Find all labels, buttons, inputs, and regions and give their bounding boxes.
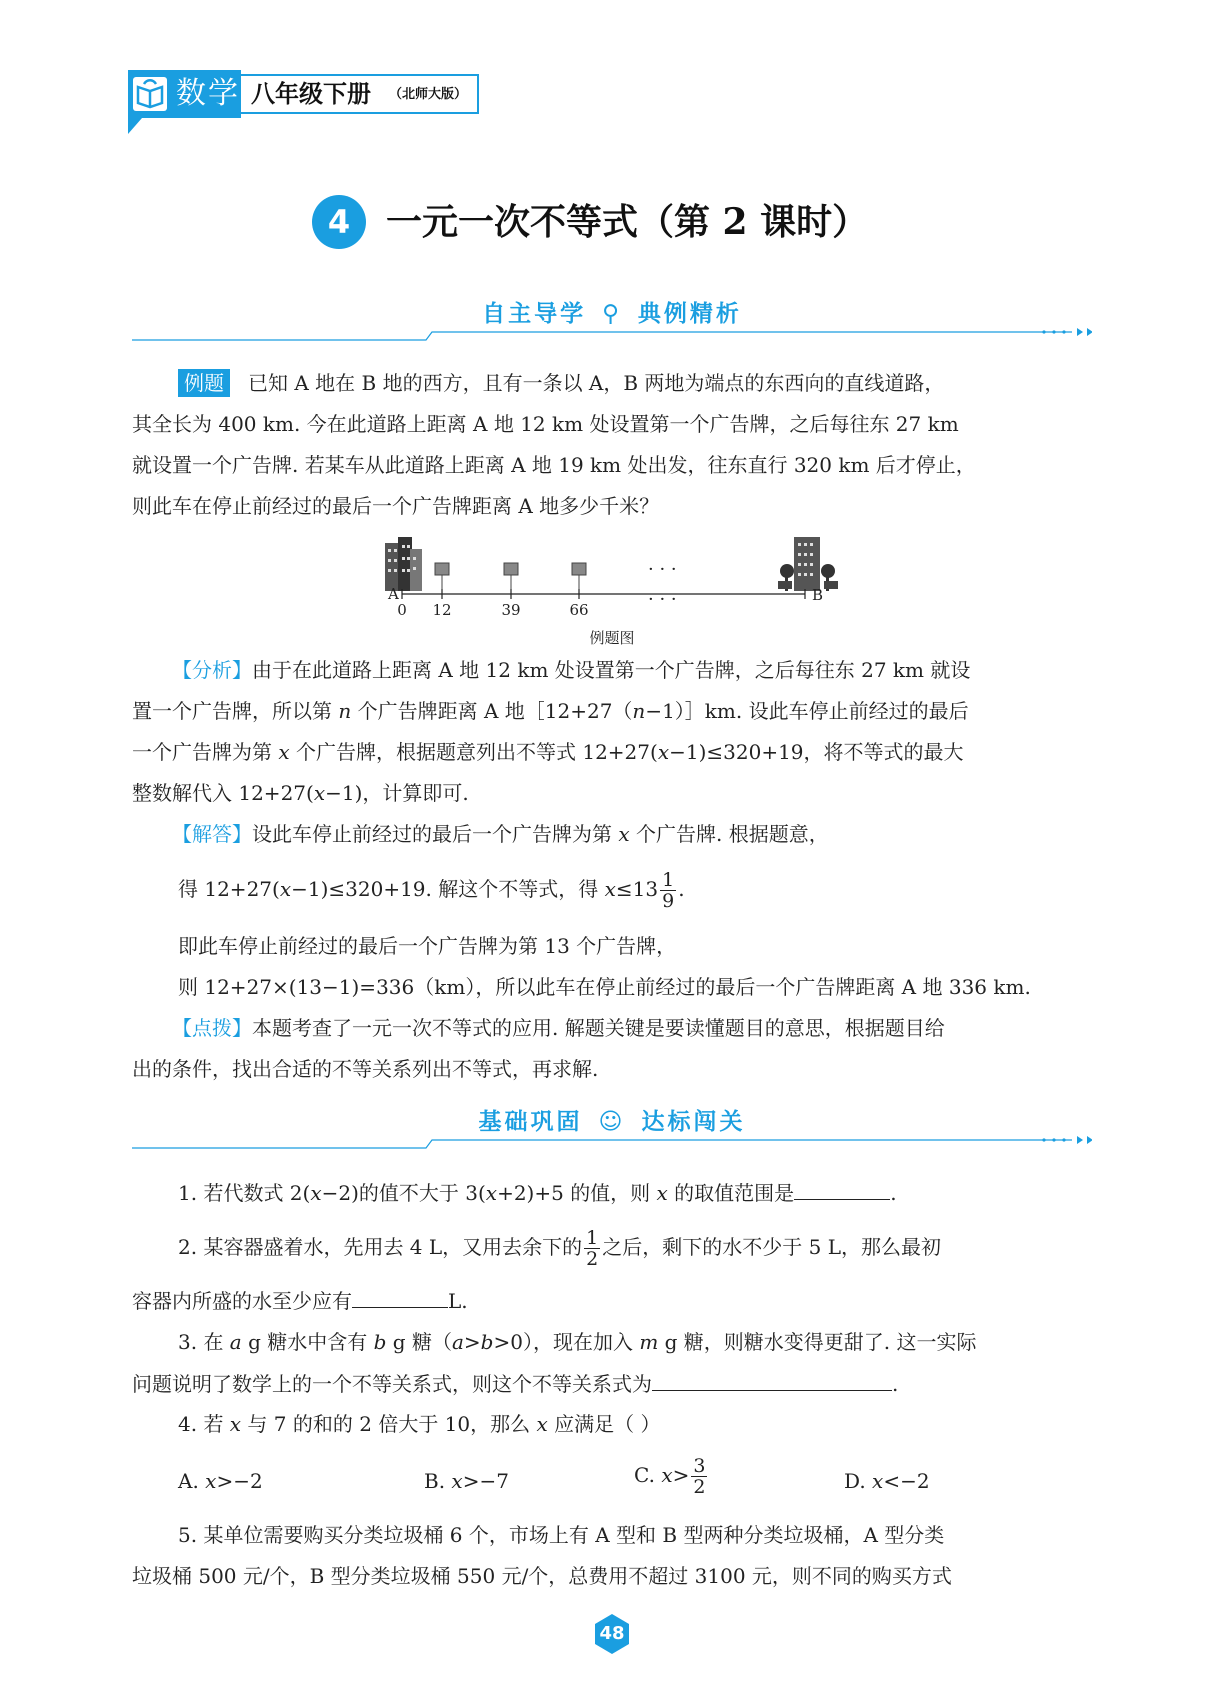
example-figure bbox=[380, 533, 850, 653]
question-4: 4. 若 x 与 7 的和的 2 倍大于 10，那么 x 应满足（ ） bbox=[178, 1412, 661, 1436]
answer-line-4: 则 12+27×(13−1)=336（km），所以此车在停止前经过的最后一个广告牌距离 A 地 336 km. bbox=[178, 975, 1031, 999]
example-tag: 例题 bbox=[178, 369, 230, 397]
answer-line-2: 得 12+27(x−1)≤320+19. 解这个不等式，得 x≤13 $\frac{1}{9}$ . bbox=[178, 869, 685, 912]
fraction-one-half: $\frac{1}{2}$ bbox=[586, 1227, 599, 1270]
question-5-line-2: 垃圾桶 500 元/个，B 型分类垃圾桶 550 元/个，总费用不超过 3100 元，则不同的购买方式 bbox=[132, 1564, 952, 1588]
answer-line-1: 【解答】设此车停止前经过的最后一个广告牌为第 x 个广告牌. 根据题意， bbox=[172, 822, 829, 846]
lesson-title: 一元一次不等式（第 2 课时） bbox=[386, 201, 869, 243]
question-2-line-1: 2. 某容器盛着水，先用去 4 L，又用去余下的 $\frac{1}{2}$ 之后，剩下的水不少于 5 L，那么最初 bbox=[178, 1227, 941, 1270]
lesson-number-badge: 4 bbox=[312, 195, 366, 249]
analysis-line-3: 一个广告牌为第 x 个广告牌，根据题意列出不等式 12+27(x−1)≤320+19，将不等式的最大 bbox=[132, 740, 964, 764]
buildings-b-icon bbox=[778, 537, 838, 591]
answer-blank[interactable] bbox=[794, 1177, 890, 1200]
tip-line-1: 【点拨】本题考查了一元一次不等式的应用. 解题关键是要读懂题目的意思，根据题目给 bbox=[172, 1016, 945, 1040]
example-line-1: 例题 已知 A 地在 B 地的西方，且有一条以 A，B 两地为端点的东西向的直线道路， bbox=[178, 368, 944, 398]
example-line-4: 则此车在停止前经过的最后一个广告牌距离 A 地多少千米？ bbox=[132, 494, 660, 518]
option-a[interactable]: A. x>−2 bbox=[178, 1469, 263, 1493]
analysis-line-4: 整数解代入 12+27(x−1)，计算即可. bbox=[132, 781, 469, 805]
fraction-one-ninth: $\frac{1}{9}$ bbox=[662, 869, 675, 912]
question-1: 1. 若代数式 2(x−2)的值不大于 3(x+2)+5 的值，则 x 的取值范围是 . bbox=[178, 1177, 897, 1208]
figure-dots-bottom: · · · bbox=[648, 589, 677, 610]
section-title-left: 基础巩固 bbox=[478, 1109, 583, 1135]
answer-tag: 【解答】 bbox=[172, 822, 252, 846]
book-icon bbox=[133, 77, 167, 111]
question-2-line-2: 容器内所盛的水至少应有 L. bbox=[132, 1285, 468, 1316]
example-line-2: 其全长为 400 km. 今在此道路上距离 A 地 12 km 处设置第一个广告牌，之后每往东 27 km bbox=[132, 412, 959, 436]
figure-caption: 例题图 bbox=[589, 629, 635, 647]
question-3-line-1: 3. 在 a g 糖水中含有 b g 糖（a>b>0），现在加入 m g 糖，则糖水变得更甜了. 这一实际 bbox=[178, 1330, 977, 1354]
fraction-three-halves: $\frac{3}{2}$ bbox=[693, 1455, 706, 1498]
question-3-line-2: 问题说明了数学上的一个不等关系式，则这个不等关系式为 . bbox=[132, 1368, 898, 1399]
figure-tick-66: 66 bbox=[569, 601, 589, 619]
billboard-icon bbox=[435, 563, 586, 591]
buildings-a-icon bbox=[385, 537, 422, 591]
figure-label-a: A bbox=[388, 585, 399, 603]
section-title-right: 典例精析 bbox=[637, 301, 742, 327]
figure-tick-39: 39 bbox=[501, 601, 521, 619]
analysis-line-2: 置一个广告牌，所以第 n 个广告牌距离 A 地［12+27（n−1）］km. 设此车停止前经过的最后 bbox=[132, 699, 969, 723]
analysis-line-1: 【分析】由于在此道路上距离 A 地 12 km 处设置第一个广告牌，之后每往东 27 km 就设 bbox=[172, 658, 971, 682]
figure-tick-0: 0 bbox=[397, 601, 407, 619]
question-5-line-1: 5. 某单位需要购买分类垃圾桶 6 个，市场上有 A 型和 B 型两种分类垃圾桶，A 型分类 bbox=[178, 1523, 945, 1547]
example-line-3: 就设置一个广告牌. 若某车从此道路上距离 A 地 19 km 处出发，往东直行 320 km 后才停止， bbox=[132, 453, 976, 477]
header-subject: 数学 bbox=[176, 76, 240, 111]
figure-label-b: B bbox=[812, 586, 824, 604]
section-header-guided-study bbox=[132, 296, 1092, 356]
smile-icon: ☺ bbox=[598, 1109, 626, 1135]
header-edition: （北师大版） bbox=[389, 87, 468, 102]
section-title-left: 自主导学 bbox=[482, 301, 587, 327]
analysis-tag: 【分析】 bbox=[172, 658, 252, 682]
header-grade: 八年级下册 bbox=[251, 79, 371, 108]
answer-blank[interactable] bbox=[352, 1285, 448, 1308]
tip-tag: 【点拨】 bbox=[172, 1016, 252, 1040]
page-number: 48 bbox=[599, 1623, 625, 1644]
answer-blank[interactable] bbox=[652, 1368, 892, 1391]
section-title-right: 达标闯关 bbox=[641, 1109, 746, 1135]
header-tab-tail bbox=[128, 118, 142, 134]
option-d[interactable]: D. x<−2 bbox=[844, 1469, 930, 1493]
magnifier-icon: ⚲ bbox=[602, 301, 622, 327]
tip-line-2: 出的条件，找出合适的不等关系列出不等式，再求解. bbox=[132, 1057, 599, 1081]
figure-dots-top: · · · bbox=[648, 559, 677, 580]
figure-tick-12: 12 bbox=[432, 601, 452, 619]
option-b[interactable]: B. x>−7 bbox=[424, 1469, 509, 1493]
option-c[interactable]: C. x> $\frac{3}{2}$ bbox=[634, 1455, 706, 1498]
section-header-basic-practice bbox=[132, 1104, 1092, 1164]
answer-line-3: 即此车停止前经过的最后一个广告牌为第 13 个广告牌， bbox=[178, 934, 677, 958]
